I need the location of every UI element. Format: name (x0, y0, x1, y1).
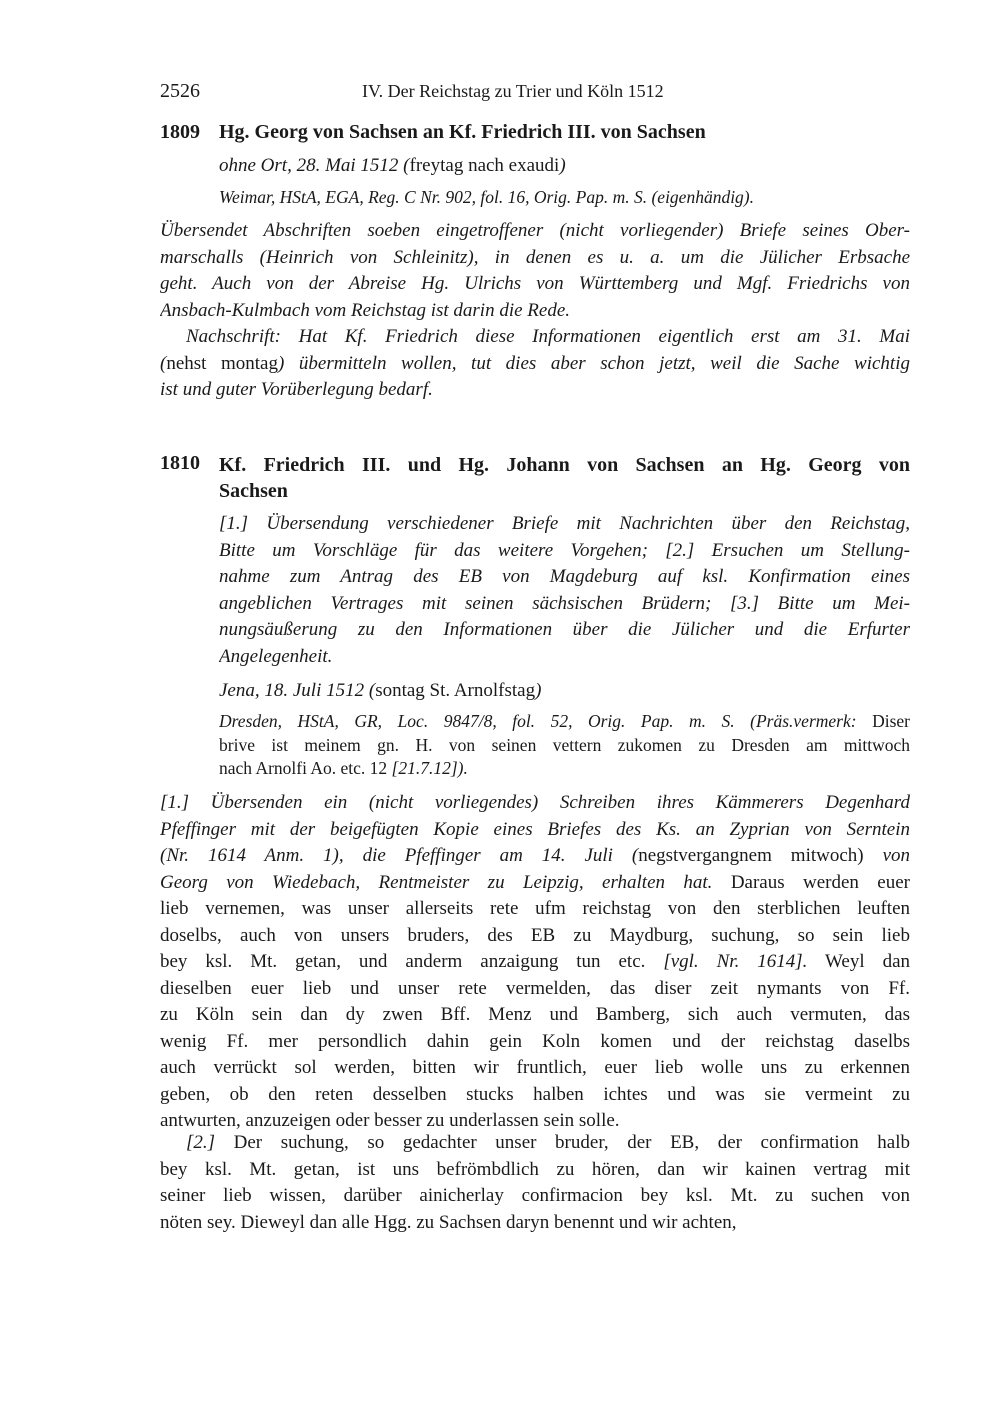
text-line (219, 186, 910, 210)
italic-text: [vgl. Nr. 1614]. (663, 951, 808, 972)
italic-text: Dresden, HStA, GR, Loc. 9847/8, fol. 52, Orig. Pap. m. S. (Präs.vermerk: (219, 711, 873, 731)
roman-text: negstvergangnem mitwoch) (638, 845, 883, 866)
entry-number: 1810 (160, 452, 200, 474)
text-line (160, 1183, 910, 1210)
italic-text: ( (160, 352, 167, 374)
roman-text: lieb vernemen, was unser allerseits rete ufm reichstag von den sterblichen leuften (160, 898, 910, 919)
italic-text: Übersendet Abschriften soeben eingetroffener (nicht vorliegender) Briefe seines Ober- (160, 220, 910, 241)
roman-text: Der suchung, so gedachter unser bruder, der EB, der confirmation halb (215, 1132, 910, 1153)
text-line (160, 324, 910, 351)
italic-text: [2.] (186, 1132, 216, 1153)
italic-text: Pfeffinger mit der beigefügten Kopie eines Briefes des Ks. an Zyprian von Serntein (160, 818, 910, 840)
entry-postscript-paragraph (160, 324, 910, 404)
text-line (160, 1002, 910, 1029)
text-line (160, 976, 910, 1003)
entry-source (219, 710, 910, 781)
italic-text: [21.7.12]). (391, 758, 468, 778)
roman-text: geben, ob den reten desselben stucks halben ichtes und was sie vermeint zu (160, 1083, 910, 1105)
text-line (160, 271, 910, 298)
italic-text: nahme zum Antrag des EB von Magdeburg auf ksl. Konfirmation eines (219, 566, 910, 587)
entry-body-paragraph (160, 790, 910, 1135)
text-line (219, 511, 910, 538)
text-line (160, 790, 910, 817)
italic-text: ohne Ort, 28. Mai 1512 ( (219, 155, 410, 176)
italic-text: [1.] Übersendung verschiedener Briefe mit Nachrichten über den Reichstag, (219, 513, 910, 534)
text-line (160, 870, 910, 897)
text-line (219, 734, 910, 758)
text-line (160, 843, 910, 870)
text-line (219, 538, 910, 565)
text-line (160, 1210, 910, 1237)
roman-text: zu Köln sein dan dy zwen Bff. Menz und Bamberg, sich auch vermuten, das (160, 1004, 910, 1025)
text-line (160, 218, 910, 245)
roman-text: nach Arnolfi Ao. etc. 12 (219, 758, 392, 778)
text-line (160, 949, 910, 976)
italic-text: Weimar, HStA, EGA, Reg. C Nr. 902, fol. 16, Orig. Pap. m. S. (eigenhändig). (219, 187, 755, 207)
text-line (219, 564, 910, 591)
roman-text: Diser (872, 711, 910, 731)
text-line (160, 896, 910, 923)
italic-text: Jena, 18. Juli 1512 ( (219, 680, 376, 701)
roman-text: freytag nach exaudi (409, 155, 560, 176)
entry-source (219, 186, 910, 210)
italic-text: Angelegenheit. (219, 645, 333, 667)
text-line (219, 617, 910, 644)
roman-text: Daraus werden euer (730, 871, 910, 893)
text-line (160, 351, 910, 378)
italic-text: Ansbach-Kulmbach vom Reichstag ist darin die Rede. (160, 299, 571, 321)
roman-text: auch verrückt sol werden, bitten wir fruntlich, euer lieb wolle uns zu erkennen (160, 1057, 910, 1078)
italic-text: [1.] Übersenden ein (nicht vorliegendes) Schreiben ihres Kämmerers Degenhard (160, 792, 910, 813)
entry-title (219, 452, 910, 504)
italic-text: ist und guter Vorüberlegung bedarf. (160, 379, 433, 400)
entry-title-line: Kf. Friedrich III. und Hg. Johann von Sachsen an Hg. Georg von (219, 454, 910, 476)
italic-text: von (882, 845, 910, 866)
text-line (160, 1055, 910, 1082)
entry-regest (219, 511, 910, 670)
roman-text: bey ksl. Mt. getan, und anderm anzaigung tun etc. (160, 951, 664, 972)
entry-date (219, 678, 910, 705)
roman-text: bey ksl. Mt. getan, ist uns befrömbdlich zu hören, dan wir kainen vertrag mit (160, 1158, 910, 1180)
entry-number: 1809 (160, 121, 200, 143)
roman-text: dieselben euer lieb und unser rete vermelden, das diser zeit nymants von Ff. (160, 977, 910, 999)
roman-text: nehst montag (166, 352, 278, 374)
italic-text: ) (535, 680, 542, 701)
roman-text: Weyl dan (807, 951, 910, 972)
roman-text: brive ist meinem gn. H. von seinen vettern zukomen zu Dresden am mittwoch (219, 734, 910, 755)
text-line (160, 923, 910, 950)
entry-title-line: Sachsen (219, 480, 288, 502)
text-line (219, 757, 910, 781)
text-line (219, 710, 910, 734)
italic-text: Georg von Wiedebach, Rentmeister zu Leipzig, erhalten hat. (160, 871, 731, 893)
text-line (219, 644, 910, 671)
roman-text: doselbs, auch von unsers bruders, des EB zu Maydburg, suchung, so sein lieb (160, 924, 910, 946)
text-line (160, 1082, 910, 1109)
roman-text: wenig Ff. mer persondlich dahin gein Koln komen und der reichstag daselbs (160, 1030, 910, 1052)
roman-text: antwurten, anzuzeigen oder besser zu underlassen sein solle. (160, 1110, 620, 1131)
roman-text: seiner lieb wissen, darüber ainicherlay confirmacion bey ksl. Mt. zu suchen von (160, 1185, 910, 1206)
italic-text: geht. Auch von der Abreise Hg. Ulrichs von Württemberg und Mgf. Friedrichs von (160, 273, 910, 294)
text-line (160, 1157, 910, 1184)
text-line (160, 298, 910, 325)
italic-text: nungsäußerung zu den Informationen über die Jülicher und die Erfurter (219, 619, 910, 640)
entry-date (219, 153, 910, 180)
text-line (219, 678, 910, 705)
entry-title: Hg. Georg von Sachsen an Kf. Friedrich III. von Sachsen (219, 121, 706, 143)
text-line (160, 245, 910, 272)
text-line (160, 377, 910, 404)
italic-text: marschalls (Heinrich von Schleinitz), in denen es u. a. um die Jülicher Erbsache (160, 246, 910, 268)
italic-text: ) übermitteln wollen, tut dies aber schon jetzt, weil die Sache wichtig (278, 352, 910, 374)
text-line (160, 817, 910, 844)
italic-text: Nachschrift: Hat Kf. Friedrich diese Informationen eigentlich erst am 31. Mai (186, 326, 910, 347)
text-line (219, 153, 910, 180)
entry-body-paragraph (160, 1130, 910, 1236)
text-line (160, 1130, 910, 1157)
italic-text: (Nr. 1614 Anm. 1), die Pfeffinger am 14. Juli ( (160, 845, 639, 866)
text-line (219, 591, 910, 618)
entry-summary-paragraph (160, 218, 910, 324)
italic-text: Bitte um Vorschläge für das weitere Vorgehen; [2.] Ersuchen um Stellung- (219, 539, 910, 561)
page-number: 2526 (160, 80, 200, 102)
text-line (160, 1029, 910, 1056)
italic-text: ) (559, 155, 566, 176)
roman-text: sontag St. Arnolfstag (375, 680, 536, 701)
roman-text: nöten sey. Dieweyl dan alle Hgg. zu Sachsen daryn benennt und wir achten, (160, 1211, 737, 1233)
italic-text: angeblichen Vertrages mit seinen sächsischen Brüdern; [3.] Bitte um Mei- (219, 592, 910, 614)
running-title: IV. Der Reichstag zu Trier und Köln 1512 (362, 81, 664, 101)
